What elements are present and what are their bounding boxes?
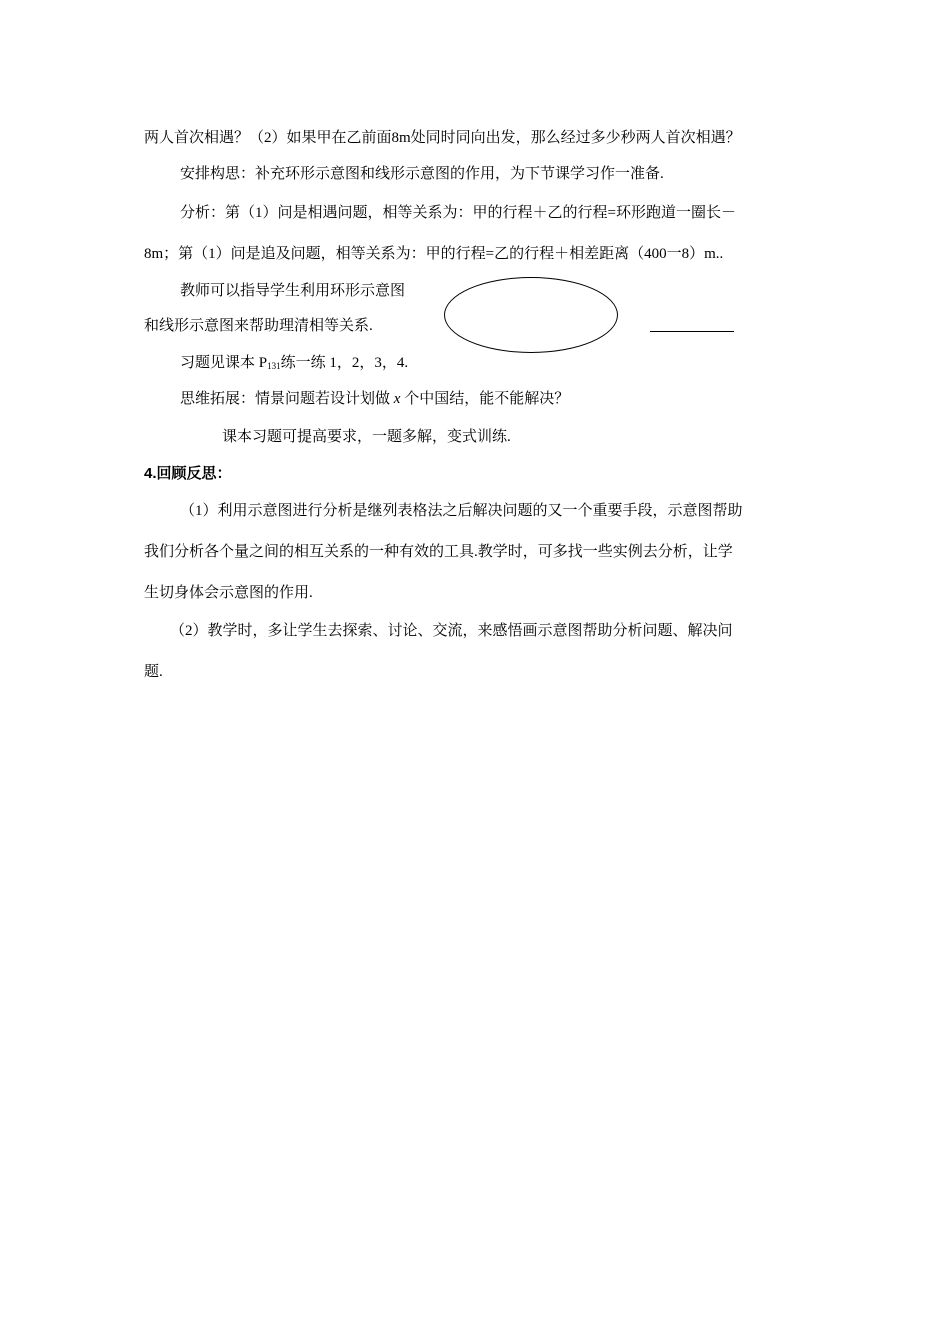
line-teacher-guide-2: 和线形示意图来帮助理清相等关系. (144, 318, 373, 334)
line-analysis-2: 8m；第（1）问是追及问题，相等关系为：甲的行程=乙的行程＋相差距离（400一8）m.. (144, 246, 724, 262)
line-review-1c: 生切身体会示意图的作用. (144, 585, 313, 601)
extension-text-pre: 思维拓展：情景问题若设计划做 (180, 391, 394, 407)
line-design-idea: 安排构思：补充环形示意图和线形示意图的作用，为下节课学习作一准备. (180, 166, 664, 182)
extension-variable: x (393, 391, 401, 407)
line-review-1a: （1）利用示意图进行分析是继列表格法之后解决问题的又一个重要手段，示意图帮助 (180, 503, 743, 519)
ring-track-diagram (444, 277, 618, 353)
line-thinking-extension (180, 389, 569, 409)
exercises-text-pre: 习题见课本 P (180, 355, 268, 371)
section-heading-review: 4.回顾反思： (144, 465, 232, 482)
line-review-1b: 我们分析各个量之间的相互关系的一种有效的工具.教学时，可多找一些实例去分析，让学 (144, 544, 733, 560)
line-exercises (180, 353, 408, 376)
line-review-2a: （2）教学时，多让学生去探索、讨论、交流，来感悟画示意图帮助分析问题、解决问 (170, 623, 733, 639)
line-exercise-requirements: 课本习题可提高要求，一题多解，变式训练. (222, 429, 511, 445)
line-problem-continuation: 两人首次相遇？（2）如果甲在乙前面8m处同时同向出发，那么经过多少秒两人首次相遇？ (144, 130, 741, 146)
exercises-page-subscript: 131 (267, 361, 281, 371)
line-review-2b: 题. (144, 664, 163, 680)
extension-text-post: 个中国结，能不能解决？ (400, 391, 570, 407)
exercises-text-post: 练一练 1，2，3，4. (280, 355, 409, 371)
line-analysis-1: 分析：第（1）问是相遇问题，相等关系为：甲的行程＋乙的行程=环形跑道一圈长－ (180, 205, 736, 221)
line-teacher-guide-1: 教师可以指导学生利用环形示意图 (180, 283, 406, 299)
linear-track-diagram (650, 331, 734, 332)
